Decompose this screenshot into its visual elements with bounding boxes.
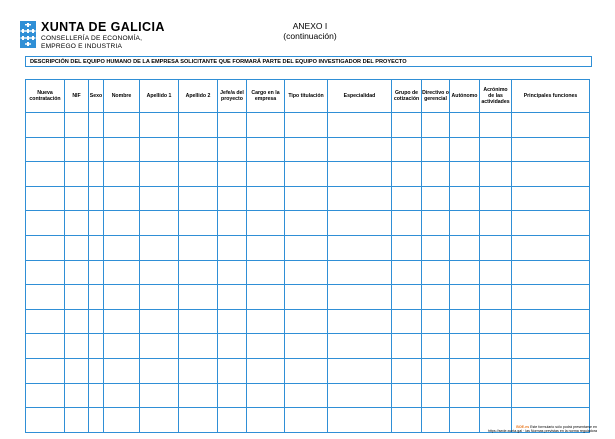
table-cell[interactable] <box>218 186 247 211</box>
table-cell[interactable] <box>179 309 218 334</box>
table-cell[interactable] <box>285 408 328 433</box>
table-cell[interactable] <box>450 358 480 383</box>
table-row <box>26 358 590 383</box>
table-cell[interactable] <box>26 358 65 383</box>
column-header: NIF <box>65 80 89 113</box>
table-cell[interactable] <box>422 309 450 334</box>
table-cell[interactable] <box>450 235 480 260</box>
table-cell[interactable] <box>104 285 140 310</box>
column-header: Jefe/a del proyecto <box>218 80 247 113</box>
table-cell[interactable] <box>179 186 218 211</box>
table-cell[interactable] <box>392 334 422 359</box>
table-cell[interactable] <box>104 211 140 236</box>
table-cell[interactable] <box>218 383 247 408</box>
table-row <box>26 260 590 285</box>
table-cell[interactable] <box>26 334 65 359</box>
table-cell[interactable] <box>450 162 480 187</box>
table-cell[interactable] <box>247 383 285 408</box>
table-cell[interactable] <box>218 162 247 187</box>
table-cell[interactable] <box>26 113 65 138</box>
table-cell[interactable] <box>450 285 480 310</box>
table-body <box>26 113 590 433</box>
table-cell[interactable] <box>104 358 140 383</box>
table-row <box>26 211 590 236</box>
table-cell[interactable] <box>328 260 392 285</box>
table-cell[interactable] <box>179 235 218 260</box>
table-cell[interactable] <box>247 334 285 359</box>
table-cell[interactable] <box>285 162 328 187</box>
table-cell[interactable] <box>285 383 328 408</box>
table-cell[interactable] <box>26 260 65 285</box>
table-cell[interactable] <box>512 383 590 408</box>
table-row <box>26 309 590 334</box>
footer-line-2: https://sede.xunta.gal · las Normas previstas en la norma reguladora <box>487 429 597 434</box>
table-cell[interactable] <box>65 186 89 211</box>
table-cell[interactable] <box>65 309 89 334</box>
column-header: Grupo de cotización <box>392 80 422 113</box>
table-cell[interactable] <box>65 235 89 260</box>
table-cell[interactable] <box>218 113 247 138</box>
table-cell[interactable] <box>328 309 392 334</box>
table-row <box>26 383 590 408</box>
table-cell[interactable] <box>450 186 480 211</box>
table-cell[interactable] <box>65 162 89 187</box>
table-cell[interactable] <box>392 186 422 211</box>
table-cell[interactable] <box>480 186 512 211</box>
table-cell[interactable] <box>480 260 512 285</box>
table-cell[interactable] <box>285 358 328 383</box>
table-cell[interactable] <box>65 113 89 138</box>
table-cell[interactable] <box>480 162 512 187</box>
table-cell[interactable] <box>179 358 218 383</box>
table-cell[interactable] <box>512 260 590 285</box>
table-cell[interactable] <box>392 260 422 285</box>
table-cell[interactable] <box>328 408 392 433</box>
table-cell[interactable] <box>512 235 590 260</box>
annex-title: ANEXO I <box>292 21 328 31</box>
table-cell[interactable] <box>328 186 392 211</box>
table-cell[interactable] <box>26 162 65 187</box>
table-cell[interactable] <box>285 113 328 138</box>
column-header: Apellido 2 <box>179 80 218 113</box>
table-cell[interactable] <box>392 285 422 310</box>
table-cell[interactable] <box>179 162 218 187</box>
table-cell[interactable] <box>392 113 422 138</box>
table-cell[interactable] <box>285 186 328 211</box>
table-cell[interactable] <box>392 235 422 260</box>
table-cell[interactable] <box>179 113 218 138</box>
table-cell[interactable] <box>26 285 65 310</box>
table-cell[interactable] <box>422 137 450 162</box>
table-cell[interactable] <box>89 383 104 408</box>
table-cell[interactable] <box>328 162 392 187</box>
table-cell[interactable] <box>65 334 89 359</box>
table-cell[interactable] <box>392 383 422 408</box>
table-cell[interactable] <box>422 383 450 408</box>
table-cell[interactable] <box>480 235 512 260</box>
table-cell[interactable] <box>422 186 450 211</box>
table-cell[interactable] <box>247 186 285 211</box>
column-header: Sexo <box>89 80 104 113</box>
table-cell[interactable] <box>218 358 247 383</box>
table-cell[interactable] <box>89 358 104 383</box>
table-cell[interactable] <box>140 235 179 260</box>
table-cell[interactable] <box>218 309 247 334</box>
table-cell[interactable] <box>89 211 104 236</box>
table-cell[interactable] <box>89 285 104 310</box>
table-cell[interactable] <box>392 162 422 187</box>
table-cell[interactable] <box>422 334 450 359</box>
table-cell[interactable] <box>512 211 590 236</box>
table-cell[interactable] <box>26 186 65 211</box>
table-cell[interactable] <box>328 358 392 383</box>
table-cell[interactable] <box>450 211 480 236</box>
table-cell[interactable] <box>104 235 140 260</box>
column-header: Nueva contratación <box>26 80 65 113</box>
table-cell[interactable] <box>512 113 590 138</box>
table-cell[interactable] <box>26 408 65 433</box>
table-cell[interactable] <box>65 408 89 433</box>
org-name: XUNTA DE GALICIA <box>41 20 165 34</box>
table-cell[interactable] <box>247 211 285 236</box>
table-cell[interactable] <box>247 408 285 433</box>
table-cell[interactable] <box>285 334 328 359</box>
table-cell[interactable] <box>26 211 65 236</box>
table-cell[interactable] <box>450 408 480 433</box>
table-cell[interactable] <box>89 235 104 260</box>
table-cell[interactable] <box>392 137 422 162</box>
table-cell[interactable] <box>512 358 590 383</box>
table-cell[interactable] <box>104 113 140 138</box>
staff-table <box>25 79 590 433</box>
column-header: Cargo en la empresa <box>247 80 285 113</box>
table-cell[interactable] <box>450 309 480 334</box>
table-cell[interactable] <box>422 211 450 236</box>
table-cell[interactable] <box>247 358 285 383</box>
table-row <box>26 285 590 310</box>
table-cell[interactable] <box>422 235 450 260</box>
table-cell[interactable] <box>89 186 104 211</box>
table-cell[interactable] <box>512 334 590 359</box>
table-cell[interactable] <box>140 162 179 187</box>
table-cell[interactable] <box>480 358 512 383</box>
table-row <box>26 235 590 260</box>
table-cell[interactable] <box>104 334 140 359</box>
table-cell[interactable] <box>392 408 422 433</box>
table-cell[interactable] <box>65 260 89 285</box>
table-cell[interactable] <box>104 309 140 334</box>
column-header: Nombre <box>104 80 140 113</box>
table-cell[interactable] <box>140 383 179 408</box>
table-cell[interactable] <box>328 383 392 408</box>
table-cell[interactable] <box>179 137 218 162</box>
table-cell[interactable] <box>450 383 480 408</box>
table-cell[interactable] <box>26 235 65 260</box>
table-cell[interactable] <box>285 211 328 236</box>
table-cell[interactable] <box>480 334 512 359</box>
footer-note <box>488 425 597 434</box>
table-cell[interactable] <box>65 137 89 162</box>
table-cell[interactable] <box>480 309 512 334</box>
table-cell[interactable] <box>512 285 590 310</box>
table-cell[interactable] <box>512 162 590 187</box>
table-cell[interactable] <box>480 211 512 236</box>
table-cell[interactable] <box>247 235 285 260</box>
table-cell[interactable] <box>512 137 590 162</box>
table-cell[interactable] <box>140 211 179 236</box>
table-cell[interactable] <box>247 162 285 187</box>
table-cell[interactable] <box>179 408 218 433</box>
table-cell[interactable] <box>65 285 89 310</box>
section-title: DESCRIPCIÓN DEL EQUIPO HUMANO DE LA EMPRESA SOLICITANTE QUE FORMARÁ PARTE DEL EQUIPO INVESTIGADOR DEL PROYECTO <box>25 56 592 67</box>
table-cell[interactable] <box>392 358 422 383</box>
table-cell[interactable] <box>285 260 328 285</box>
table-cell[interactable] <box>140 260 179 285</box>
table-cell[interactable] <box>247 137 285 162</box>
xunta-logo <box>20 21 36 48</box>
table-cell[interactable] <box>179 260 218 285</box>
table-cell[interactable] <box>480 113 512 138</box>
table-cell[interactable] <box>328 334 392 359</box>
table-cell[interactable] <box>65 211 89 236</box>
column-header: Acrónimo de las actividades <box>480 80 512 113</box>
table-cell[interactable] <box>480 137 512 162</box>
table-cell[interactable] <box>104 186 140 211</box>
table-cell[interactable] <box>104 383 140 408</box>
table-cell[interactable] <box>26 309 65 334</box>
column-header: Directivo o gerencial <box>422 80 450 113</box>
annex-heading <box>240 21 380 41</box>
table-cell[interactable] <box>328 113 392 138</box>
table-cell[interactable] <box>422 285 450 310</box>
table-cell[interactable] <box>140 309 179 334</box>
table-cell[interactable] <box>328 211 392 236</box>
table-cell[interactable] <box>140 334 179 359</box>
table-cell[interactable] <box>285 309 328 334</box>
table-cell[interactable] <box>89 334 104 359</box>
table-cell[interactable] <box>89 260 104 285</box>
table-cell[interactable] <box>328 235 392 260</box>
table-cell[interactable] <box>247 260 285 285</box>
department-line-2: EMPREGO E INDUSTRIA <box>41 42 123 50</box>
table-cell[interactable] <box>450 260 480 285</box>
table-cell[interactable] <box>422 358 450 383</box>
table-cell[interactable] <box>422 408 450 433</box>
table-cell[interactable] <box>422 113 450 138</box>
table-cell[interactable] <box>104 137 140 162</box>
table-cell[interactable] <box>179 334 218 359</box>
table-cell[interactable] <box>140 113 179 138</box>
table-cell[interactable] <box>26 383 65 408</box>
table-cell[interactable] <box>140 358 179 383</box>
table-cell[interactable] <box>422 260 450 285</box>
table-cell[interactable] <box>89 408 104 433</box>
table-row <box>26 137 590 162</box>
column-header: Especialidad <box>328 80 392 113</box>
table-cell[interactable] <box>179 285 218 310</box>
table-cell[interactable] <box>392 211 422 236</box>
table-cell[interactable] <box>480 383 512 408</box>
table-cell[interactable] <box>104 162 140 187</box>
annex-subtitle: (continuación) <box>283 31 337 41</box>
table-cell[interactable] <box>512 309 590 334</box>
table-row <box>26 113 590 138</box>
table-cell[interactable] <box>247 113 285 138</box>
table-row <box>26 186 590 211</box>
table-cell[interactable] <box>218 334 247 359</box>
column-header: Apellido 1 <box>140 80 179 113</box>
table-cell[interactable] <box>480 285 512 310</box>
table-cell[interactable] <box>218 408 247 433</box>
table-cell[interactable] <box>218 211 247 236</box>
table-cell[interactable] <box>218 137 247 162</box>
footer-line-1: Este formulario sólo podrá presentarse en <box>530 425 597 429</box>
table-cell[interactable] <box>104 408 140 433</box>
column-header: Principales funciones <box>512 80 590 113</box>
table-cell[interactable] <box>450 113 480 138</box>
table-cell[interactable] <box>512 186 590 211</box>
table-cell[interactable] <box>218 260 247 285</box>
column-header: Tipo titulación <box>285 80 328 113</box>
table-cell[interactable] <box>328 137 392 162</box>
footer-brand: BOE.es <box>516 425 530 429</box>
table-cell[interactable] <box>450 334 480 359</box>
table-cell[interactable] <box>247 309 285 334</box>
table-cell[interactable] <box>450 137 480 162</box>
table-header-row <box>26 80 590 113</box>
department-line-1: CONSELLERÍA DE ECONOMÍA, <box>41 35 143 42</box>
table-cell[interactable] <box>140 285 179 310</box>
table-row <box>26 334 590 359</box>
table-cell[interactable] <box>285 285 328 310</box>
column-header: Autónomo <box>450 80 480 113</box>
table-cell[interactable] <box>89 137 104 162</box>
department-name <box>41 35 142 50</box>
table-cell[interactable] <box>392 309 422 334</box>
table-cell[interactable] <box>247 285 285 310</box>
table-cell[interactable] <box>65 383 89 408</box>
table-cell[interactable] <box>285 235 328 260</box>
table-cell[interactable] <box>218 285 247 310</box>
table-cell[interactable] <box>89 162 104 187</box>
table-cell[interactable] <box>218 235 247 260</box>
table-cell[interactable] <box>65 358 89 383</box>
table-cell[interactable] <box>26 137 65 162</box>
table-cell[interactable] <box>140 408 179 433</box>
table-cell[interactable] <box>285 137 328 162</box>
table-cell[interactable] <box>104 260 140 285</box>
table-cell[interactable] <box>89 309 104 334</box>
table-cell[interactable] <box>179 383 218 408</box>
table-cell[interactable] <box>422 162 450 187</box>
table-cell[interactable] <box>140 186 179 211</box>
table-row <box>26 162 590 187</box>
table-cell[interactable] <box>89 113 104 138</box>
table-cell[interactable] <box>179 211 218 236</box>
table-cell[interactable] <box>328 285 392 310</box>
table-cell[interactable] <box>140 137 179 162</box>
